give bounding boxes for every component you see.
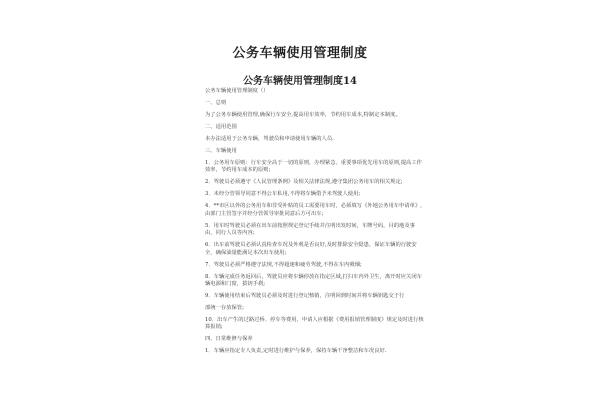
list-item: 3．未经分管领导同意不得公车私用,不得将车辆借予未驾驶人使用; — [205, 191, 361, 198]
list-item: 8．车辆完成任务返回后，驾驶员应将车辆停放在指定区域,打扫车内外卫生，离开时应关闭车辆电源和门窗，拔钥手刹; — [205, 273, 422, 288]
document-body — [205, 88, 425, 360]
section-heading-scope: 二、适用范围 — [205, 124, 237, 130]
list-item: 10．出车产生的过路过桥、停车等费用，申请人应根据《费用报销管理制度》规定及时进行核算报销; — [205, 317, 424, 331]
list-item: 4．**市区以外的公务用车和非受补贴的员工需要用车时，必须填写《外地公务用车申请单》,由部门主管签字并经分管领导审批同意后方可出车; — [205, 203, 422, 217]
list-item: 1．公务用车原则：行车安全高于一切的原则，办理紧急、重要事项优先用车的原则,提高工作效率，节约用车成本的原则; — [205, 160, 422, 174]
section-heading-vehicle-use: 三、车辆使用 — [205, 148, 237, 154]
list-item: 9．车辆使用结束后驾驶员必须及时进行登记核销，注明回到时间并将车辆钥匙交于行 — [205, 293, 405, 300]
list-item: 1．车辆应指定专人负责,定时进行维护与保养，保持车辆干净整洁和车况良好. — [205, 348, 387, 355]
list-item-continuation: 部统一存放保管; — [205, 305, 244, 312]
paragraph: 为了公务车辆使用管理,确保行车安全,提高用车效率，节约用车成本,特制定本制度。 — [205, 112, 401, 118]
section-heading-maintenance: 四、日常维修与保养 — [205, 336, 253, 343]
section-heading-general: 一、总则 — [205, 100, 227, 106]
paragraph: 本办法适用于公务车辆，驾驶员和申请使用车辆的人员. — [205, 136, 334, 142]
list-item: 6．出车前驾驶员必须认真检查车况及外观是否良好,及时排除安全隐患，保证车辆的行驶安全，确保油量能满足本次出车使用; — [205, 242, 417, 256]
document-title: 公务车辆使用管理制度 — [232, 46, 368, 61]
list-item: 5．用车时驾驶员必须在出车前按照规定登记手续并注明出发时间，车牌号码，目的地及事由，同行人员等内容; — [205, 222, 415, 237]
doc-heading-line: 公务车辆使用管理制度（） — [205, 88, 269, 94]
list-item: 7．驾驶员必须严格遵守法规,不得超速和疲劳驾驶,不得在车内吸烟; — [205, 261, 362, 268]
document-subtitle: 公务车辆使用管理制度14 — [243, 76, 357, 87]
list-item: 2．驾驶员必须遵守《人民管理条例》及相关法律法规,遵守集团公务用车的相关规定; — [205, 179, 403, 186]
